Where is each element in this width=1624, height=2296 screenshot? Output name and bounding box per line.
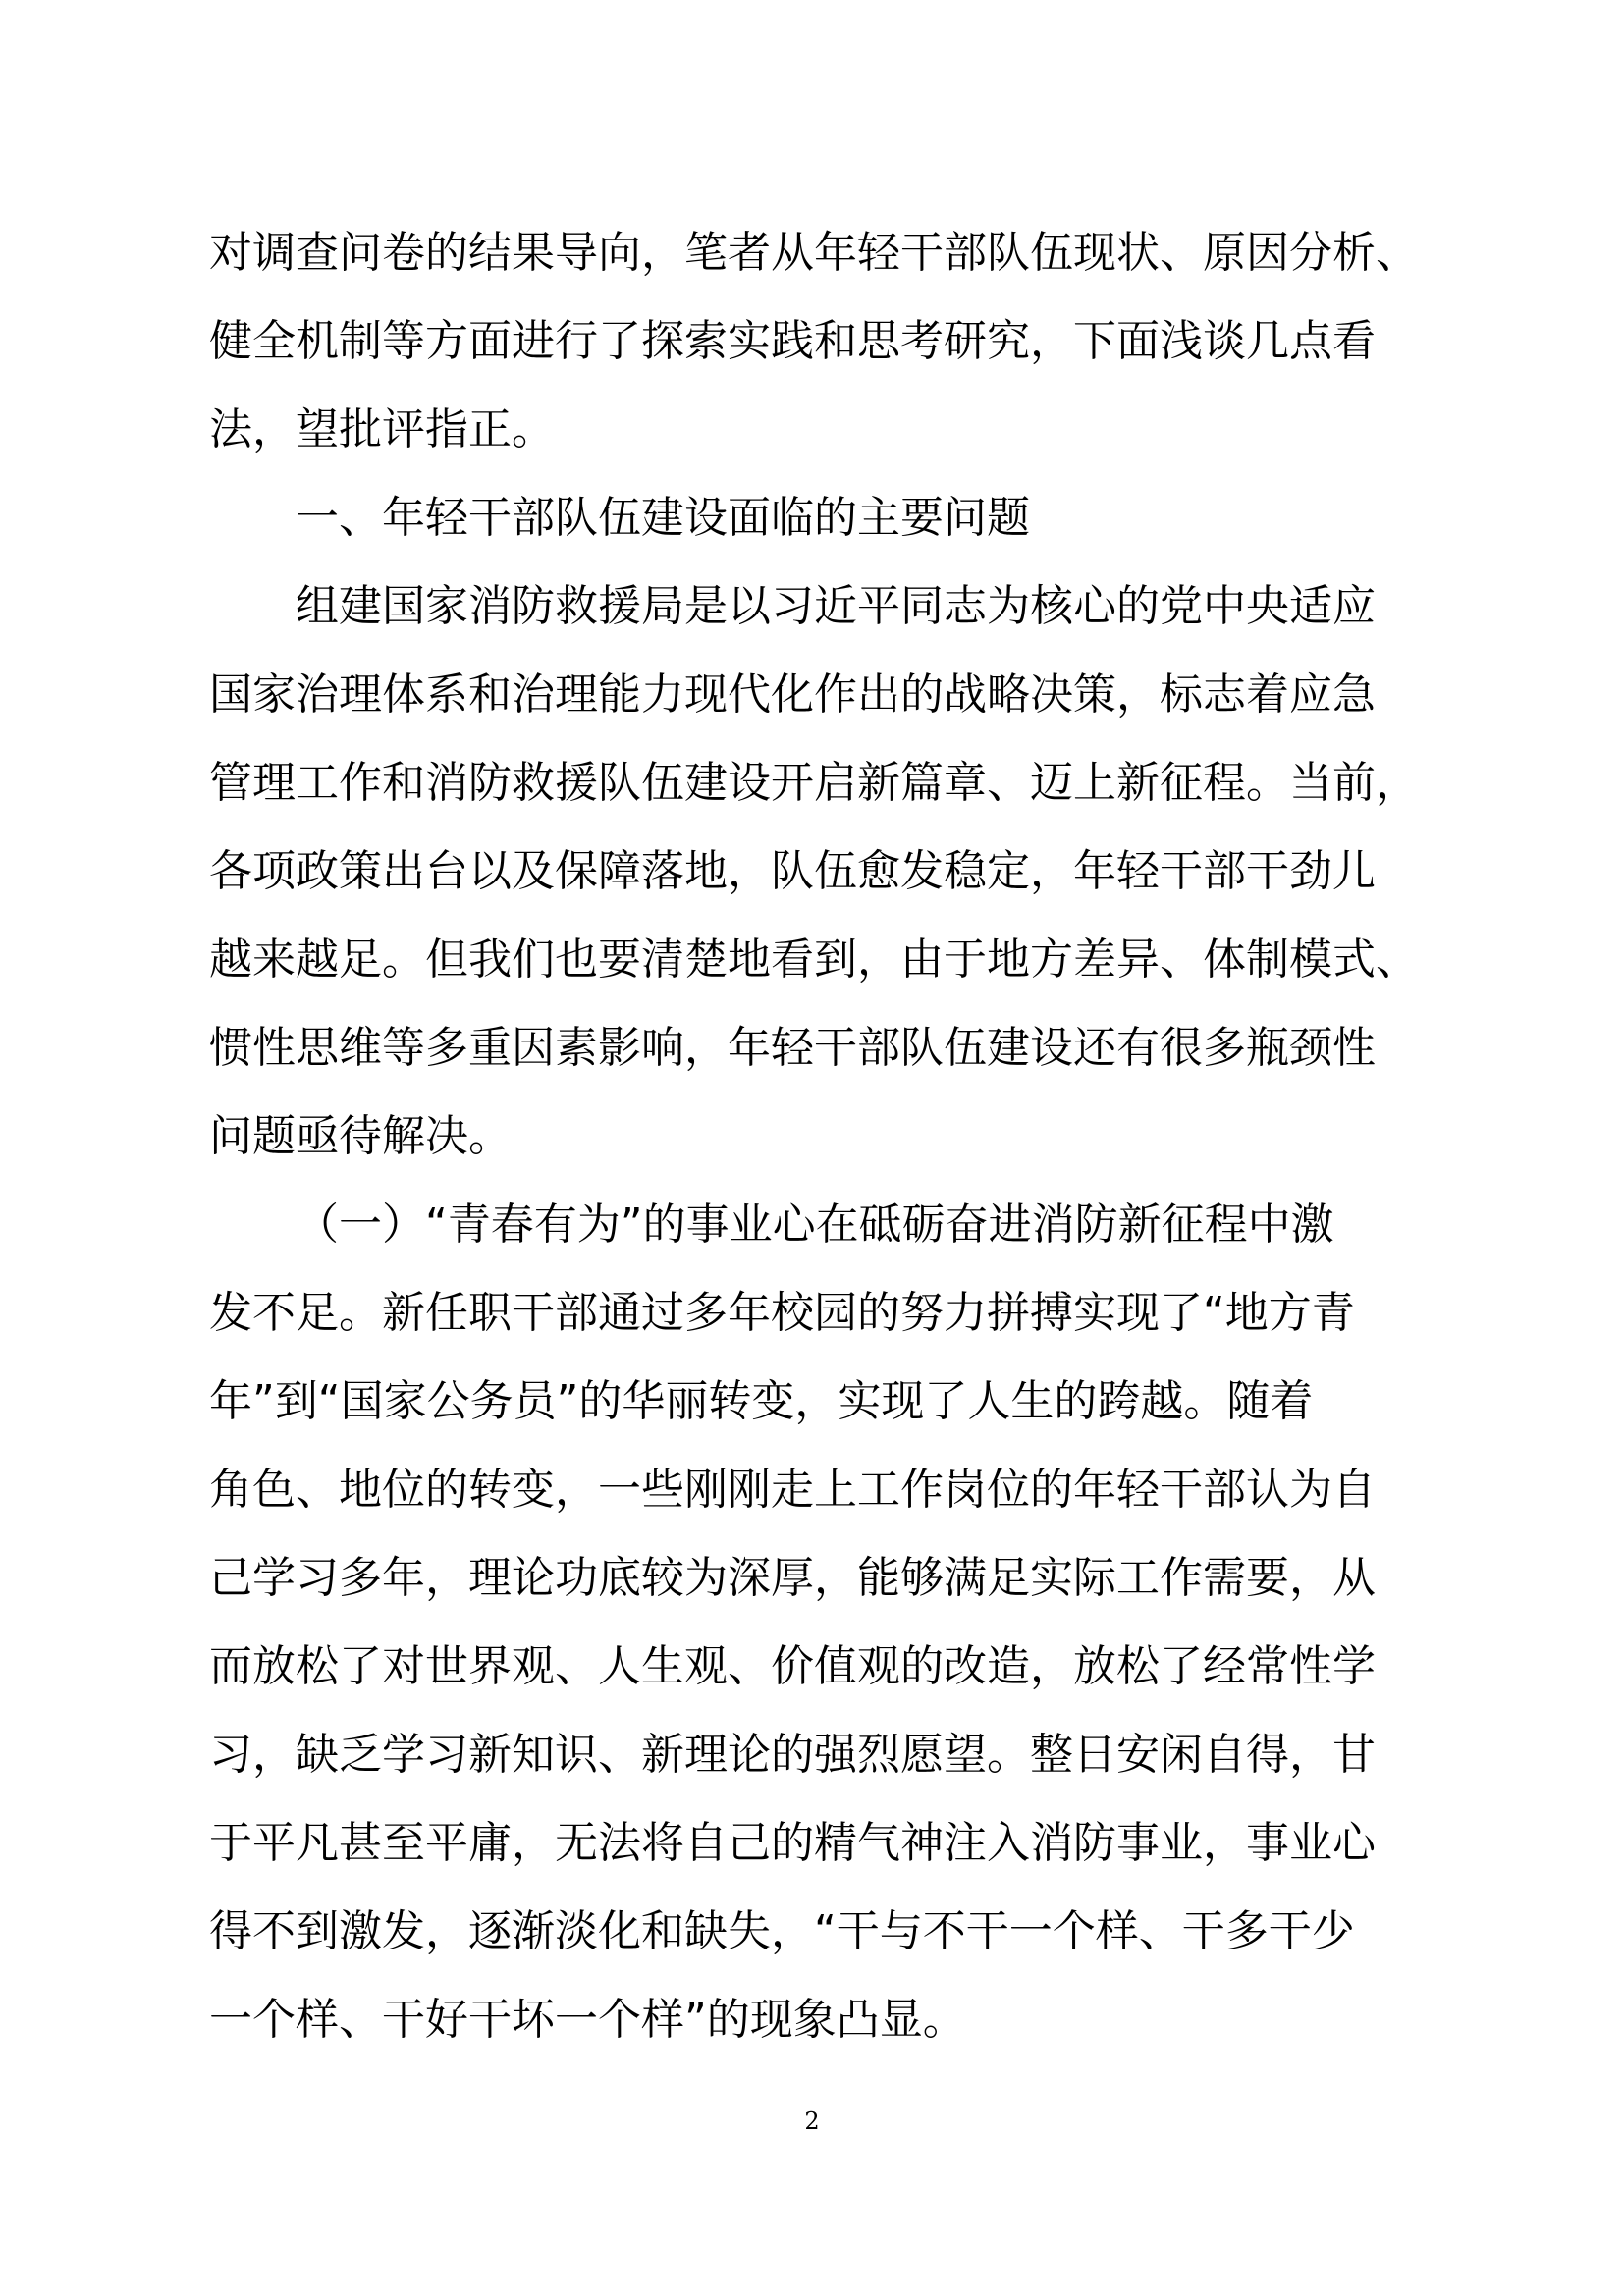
- text-line: 发不足。新任职干部通过多年校园的努力拼搏实现了“地方青: [209, 1288, 1355, 1338]
- text-line: 法，望批评指正。: [209, 404, 555, 454]
- body-text: [209, 209, 1427, 2064]
- page-number: 2: [804, 2108, 820, 2135]
- text-line: 得不到激发，逐渐淡化和缺失，“干与不干一个样、干多干少: [209, 1906, 1355, 1956]
- text-line: 一个样、干好干坏一个样”的现象凸显。: [209, 1995, 966, 2045]
- text-line: 于平凡甚至平庸，无法将自己的精气神注入消防事业，事业心: [209, 1818, 1376, 1868]
- section-heading: 一、年轻干部队伍建设面临的主要问题: [296, 493, 1030, 543]
- text-line: 对调查问卷的结果导向，笔者从年轻干部队伍现状、原因分析、: [209, 228, 1419, 278]
- text-line: 问题亟待解决。: [209, 1111, 512, 1161]
- text-line: 组建国家消防救援局是以习近平同志为核心的党中央适应: [296, 581, 1376, 631]
- text-line: 越来越足。但我们也要清楚地看到，由于地方差异、体制模式、: [209, 934, 1419, 985]
- text-line: 惯性思维等多重因素影响，年轻干部队伍建设还有很多瓶颈性: [209, 1023, 1376, 1073]
- text-line: 己学习多年，理论功底较为深厚，能够满足实际工作需要，从: [209, 1553, 1376, 1603]
- text-line: 管理工作和消防救援队伍建设开启新篇章、迈上新征程。当前，: [209, 758, 1419, 808]
- text-line: 国家治理体系和治理能力现代化作出的战略决策，标志着应急: [209, 669, 1376, 720]
- text-line: 而放松了对世界观、人生观、价值观的改造，放松了经常性学: [209, 1641, 1376, 1691]
- text-line: 角色、地位的转变，一些刚刚走上工作岗位的年轻干部认为自: [209, 1465, 1376, 1515]
- text-line: 健全机制等方面进行了探索实践和思考研究，下面浅谈几点看: [209, 316, 1376, 366]
- text-line: 各项政策出台以及保障落地，队伍愈发稳定，年轻干部干劲儿: [209, 846, 1376, 896]
- subsection-heading: （一）“青春有为”的事业心在砥砺奋进消防新征程中激: [296, 1200, 1334, 1250]
- text-line: 习，缺乏学习新知识、新理论的强烈愿望。整日安闲自得，甘: [209, 1730, 1376, 1780]
- text-line: 年”到“国家公务员”的华丽转变，实现了人生的跨越。随着: [209, 1376, 1314, 1426]
